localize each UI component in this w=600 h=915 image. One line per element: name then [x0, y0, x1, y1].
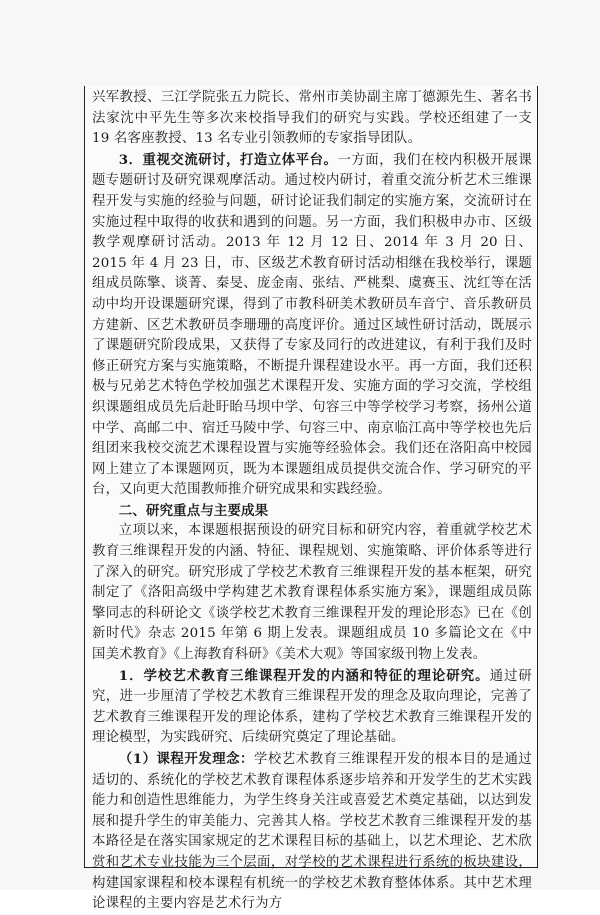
paragraph-theory: [92, 666, 532, 749]
paragraph-concept-body: 学校艺术教育三维课程开发的根本目的是通过适切的、系统化的学校艺术教育课程体系逐步培养和开发学生的艺术实践能力和创造性思维能力，为学生终身关注或喜爱艺术奠定基础，以达到发展和提升学生的审美能力、完善其人格。学校艺术教育三维课程开发的基本路径是在落实国家规定的艺术课程目标的基础上，以艺术理论、艺术欣赏和艺术专业技能为三个层面，对学校的艺术课程进行系统的板块建设，构建国家课程和校本课程有机统一的学校艺术教育整体体系。其中艺术理论课程的主要内容是艺术行为方: [92, 752, 532, 912]
paragraph-theory-lead: 1．学校艺术教育三维课程开发的内涵和特征的理论研究。: [118, 667, 490, 684]
paragraph-concept-lead: （1）课程开发理念：: [118, 751, 254, 767]
paragraph-theory-body: 通过研究，进一步厘清了学校艺术教育三维课程开发的理念及取向理论，完善了艺术教育三维课程开发的理论体系，建构了学校艺术教育三维课程开发的理论模型，为实践研究、后续研究奠定了理论基础。: [92, 668, 533, 746]
paragraph-achievements: 立项以来，本课题根据预设的研究目标和研究内容，着重就学校艺术教育三维课程开发的内涵、特征、课程规划、实施策略、评价体系等进行了深入的研究。研究形成了学校艺术教育三维课程开发的基本框架，研究制定了《洛阳高级中学构建艺术教育课程体系实施方案》，课题组成员陈擎同志的科研论文《谈学校艺术教育三维课程开发的理论形态》已在《创新时代》杂志 2015 年第 6 期上发表。课题组成员 10 多篇论文在《中国美术教育》《上海教育科研》《美术大观》等国家级刊物上发表。: [92, 523, 532, 663]
paragraph-experts: 兴军教授、三江学院张五力院长、常州市美协副主席丁德源先生、著名书法家沈中平先生等多次来校指导我们的研究与实践。学校还组建了一支 19 名客座教授、13 名专业引领教师的专家指导团队。: [92, 90, 532, 147]
paragraph-exchange-lead: 3．重视交流研讨，打造立体平台。: [118, 151, 338, 168]
paragraph-exchange-body: 一方面，我们在校内积极开展课题专题研讨及研究课观摩活动。通过校内研讨，着重交流分析艺术三维课程开发与实施的经验与问题，研讨论证我们制定的实施方案，交流研讨在实施过程中取得的收获和遇到的问题。另一方面，我们积极申办市、区级教学观摩研讨活动。2013 年 12 月 12 日、2014 年 3 月 20 日、2015 年 4 月 23 日，市、区级艺术教育研讨活动相继在我校举行，课题组成员陈擎、谈菁、秦旻、庞金南、张结、严桃梨、虞赛玉、沈红等在活动中均开设课题研究课，得到了市教科研美术教研员车音宁、音乐教研员方建新、区艺术教研员李珊珊的高度评价。通过区域性研讨活动，既展示了课题研究阶段成果，又获得了专家及同行的改进建议，有利于我们及时修正研究方案与实施策略，不断提升课程建设水平。再一方面，我们还积极与兄弟艺术特色学校加强艺术课程开发、实施方面的学习交流，学校组织课题组成员先后赴盱眙马坝中学、句容三中等学校学习考察，扬州公道中学、高邮二中、宿迁马陵中学、句容三中、南京临江高中等学校也先后组团来我校交流艺术课程设置与实施等经验体会。我们还在洛阳高中校园网上建立了本课题网页，既为本课题组成员提供交流合作、学习研究的平台，又向更大范围教师推介研究成果和实践经验。: [92, 152, 532, 498]
section-heading: 二、研究重点与主要成果: [118, 502, 269, 519]
document-body: [92, 88, 532, 915]
paragraph-exchange: [92, 150, 532, 501]
